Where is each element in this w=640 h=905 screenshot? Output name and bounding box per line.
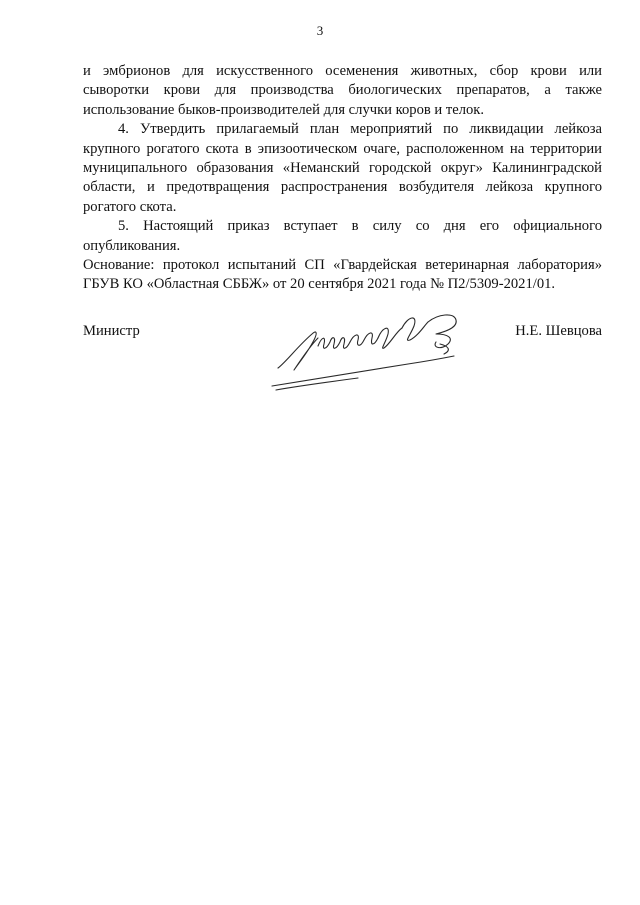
basis-note: Основание: протокол испытаний СП «Гвардейская ветеринарная лаборатория» ГБУВ КО «Областная СББЖ» от 20 сентября 2021 года № П2/5309-2021/01. [83, 257, 602, 293]
page-number: 3 [316, 23, 324, 38]
document-body [83, 62, 602, 256]
handwritten-signature [268, 306, 468, 392]
paragraph-item-5: 5. Настоящий приказ вступает в силу со дня его официального опубликования. [83, 218, 602, 254]
signatory-title: Министр [83, 323, 140, 339]
paragraph-item-4: 4. Утвердить прилагаемый план мероприятий по ликвидации лейкоза крупного рогатого скота в эпизоотическом очаге, расположенном на территории муниципального образования «Неманский городской округ» Калининградской области, и предотвращения распространения возбудителя лейкоза крупного рогатого скота. [83, 121, 602, 215]
paragraph-continuation: и эмбрионов для искусственного осеменения животных, сбор крови или сыворотки крови для производства биологических препаратов, а также использование быков-производителей для случки коров и телок. [83, 63, 602, 118]
signatory-name: Н.Е. Шевцова [515, 323, 602, 339]
